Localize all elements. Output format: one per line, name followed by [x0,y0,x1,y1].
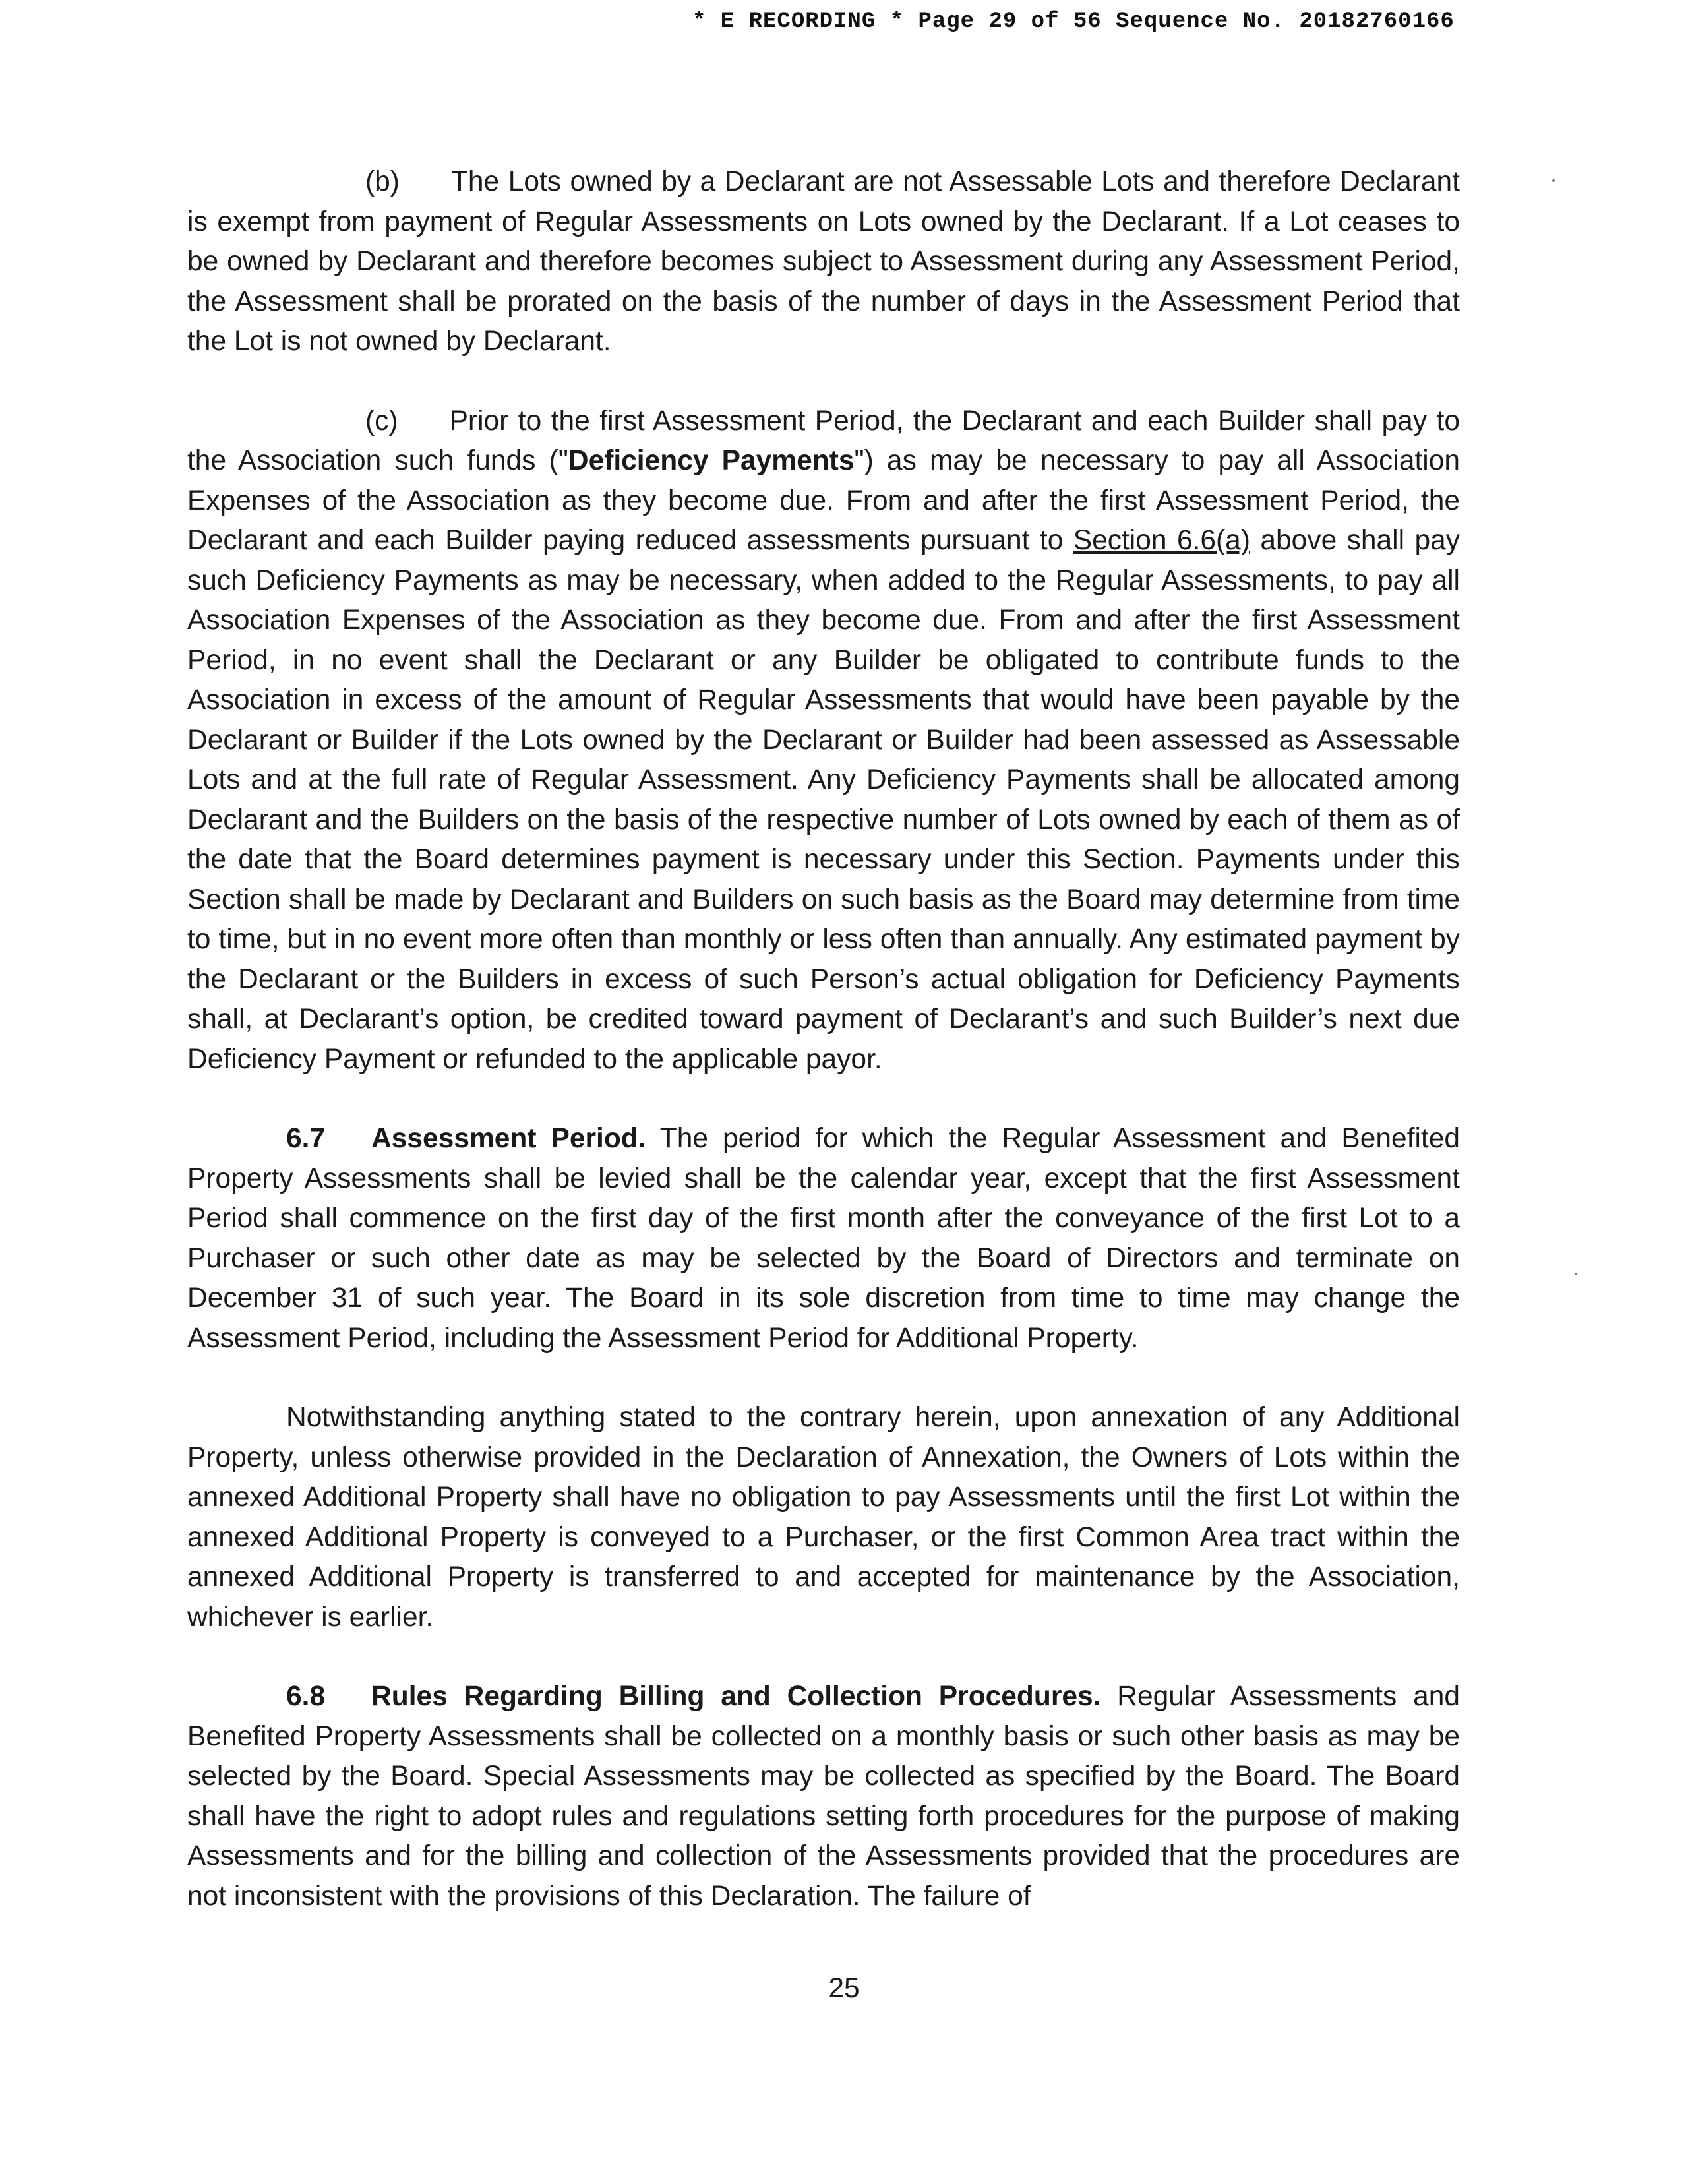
page-number: 25 [828,1973,860,2004]
section-6-8-title: Rules Regarding Billing and Collection Procedures. [371,1681,1101,1712]
paragraph-c-text-1: Prior to the first Assessment Period, the Declarant and each Builder shall pay to the Association such funds (" [187,405,1460,476]
recording-header: * E RECORDING * Page 29 of 56 Sequence No. 20182760166 [692,9,1455,34]
paragraph-c [187,402,1460,1080]
paragraph-b-marker: (b) [365,166,400,197]
scan-speck [1575,1273,1577,1275]
paragraph-b-text: The Lots owned by a Declarant are not Assessable Lots and therefore Declarant is exempt from payment of Regular Assessments on Lots owned by the Declarant. If a Lot ceases to be owned by Declarant and therefore becomes subject to Assessment during any Assessment Period, the Assessment shall be prorated on the basis of the number of days in the Assessment Period that the Lot is not owned by Declarant. [187,166,1460,357]
scan-speck [1552,179,1555,182]
document-body [187,162,1460,1916]
paragraph-c-marker: (c) [365,405,398,437]
section-6-8-number: 6.8 [286,1681,326,1712]
section-6-7-text: The period for which the Regular Assessment and Benefited Property Assessments shall be levied shall be the calendar year, except that the first Assessment Period shall commence on the first day of the first month after the conveyance of the first Lot to a Purchaser or such other date as may be selected by the Board of Directors and terminate on December 31 of such year. The Board in its sole discretion from time to time may change the Assessment Period, including the Assessment Period for Additional Property. [187,1123,1460,1354]
section-reference-6-6a: Section 6.6(a) [1073,525,1250,556]
section-6-7-number: 6.7 [286,1123,326,1154]
paragraph-notwithstanding: Notwithstanding anything stated to the contrary herein, upon annexation of any Additional Property, unless otherwise provided in the Declaration of Annexation, the Owners of Lots within the annexed Additional Property shall have no obligation to pay Assessments until the first Lot within the annexed Additional Property is conveyed to a Purchaser, or the first Common Area tract within the annexed Additional Property is transferred to and accepted for maintenance by the Association, whichever is earlier. [187,1402,1460,1633]
paragraph-b [187,162,1460,362]
paragraph-c-text-2: ") as may be necessary to pay all Association Expenses of the Association as they become due. From and after the first Assessment Period, the Declarant and each Builder paying reduced assessments pursuant to [187,445,1460,556]
section-6-8-text: Regular Assessments and Benefited Property Assessments shall be collected on a monthly basis or such other basis as may be selected by the Board. Special Assessments may be collected as specified by the Board. The Board shall have the right to adopt rules and regulations setting forth procedures for the purpose of making Assessments and for the billing and collection of the Assessments provided that the procedures are not inconsistent with the provisions of this Declaration. The failure of [187,1681,1460,1912]
defined-term-deficiency-payments: Deficiency Payments [568,445,855,476]
section-6-7-title: Assessment Period. [371,1123,646,1154]
section-6-7 [187,1119,1460,1358]
section-6-8 [187,1677,1460,1916]
paragraph-c-text-3: above shall pay such Deficiency Payments as may be necessary, when added to the Regular Assessments, to pay all Association Expenses of the Association as they become due. From and after the first Assessment Period, in no event shall the Declarant or any Builder be obligated to contribute funds to the Association in excess of the amount of Regular Assessments that would have been payable by the Declarant or Builder if the Lots owned by the Declarant or Builder had been assessed as Assessable Lots and at the full rate of Regular Assessment. Any Deficiency Payments shall be allocated among Declarant and the Builders on the basis of the respective number of Lots owned by each of them as of the date that the Board determines payment is necessary under this Section. Payments under this Section shall be made by Declarant and Builders on such basis as the Board may determine from time to time, but in no event more often than monthly or less often than annually. Any estimated payment by the Declarant or the Builders in excess of such Person’s actual obligation for Deficiency Payments shall, at Declarant’s option, be credited toward payment of Declarant’s and such Builder’s next due Deficiency Payment or refunded to the applicable payor. [187,525,1460,1075]
